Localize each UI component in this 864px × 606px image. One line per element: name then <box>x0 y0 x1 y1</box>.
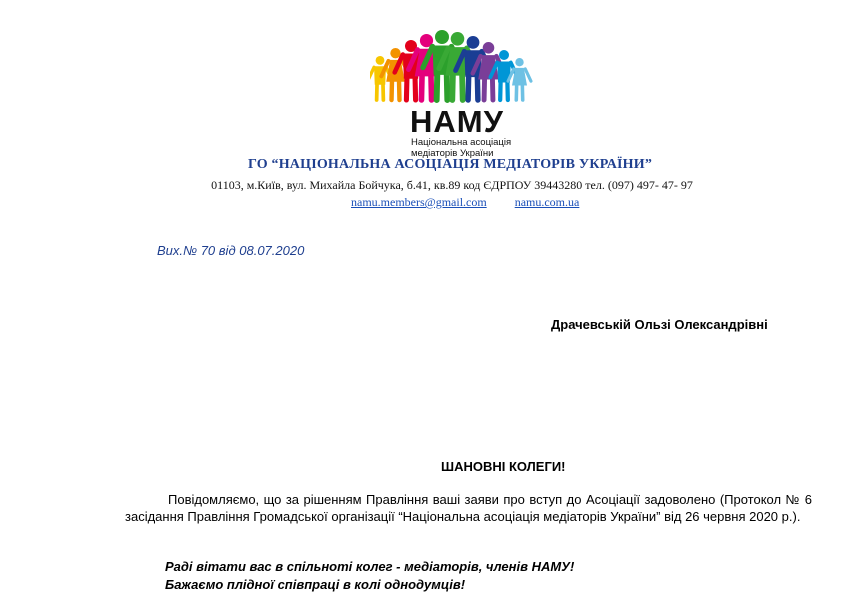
letter-body-paragraph: Повідомляємо, що за рішенням Правління ваші заяви про вступ до Асоціації задоволено (Протокол № 6 засідання Правління Громадської організації “Національна асоціація медіаторів України” від 26 червня 2020 р.). <box>125 492 812 524</box>
letter-closing <box>165 558 574 594</box>
namu-logo <box>370 18 550 158</box>
outgoing-number: Вих.№ 70 від 08.07.2020 <box>157 243 305 258</box>
salutation: ШАНОВНІ КОЛЕГИ! <box>441 459 566 474</box>
organization-title: ГО “НАЦІОНАЛЬНА АСОЦІАЦІЯ МЕДІАТОРІВ УКРАЇНИ” <box>247 157 653 172</box>
logo-name: НАМУ <box>410 104 504 139</box>
email-link[interactable]: namu.members@gmail.com <box>351 195 487 209</box>
letter-body <box>125 491 812 525</box>
organization-links <box>351 195 579 210</box>
website-link[interactable]: namu.com.ua <box>514 195 580 209</box>
addressee: Драчевській Ользі Олександрівні <box>551 317 768 332</box>
logo-subtitle-line2: медіаторів України <box>411 148 494 159</box>
logo-subtitle-line1: Національна асоціація <box>411 137 512 148</box>
closing-line-1: Раді вітати вас в спільноті колег - медіаторів, членів НАМУ! <box>165 559 575 574</box>
closing-line-2: Бажаємо плідної співпраці в колі однодумців! <box>165 577 466 592</box>
logo-subtitle <box>411 137 551 159</box>
people-figures-icon <box>370 18 550 108</box>
organization-address: 01103, м.Київ, вул. Михайла Бойчука, б.41, кв.89 код ЄДРПОУ 39443280 тел. (097) 497- 47- 97 <box>211 178 693 192</box>
